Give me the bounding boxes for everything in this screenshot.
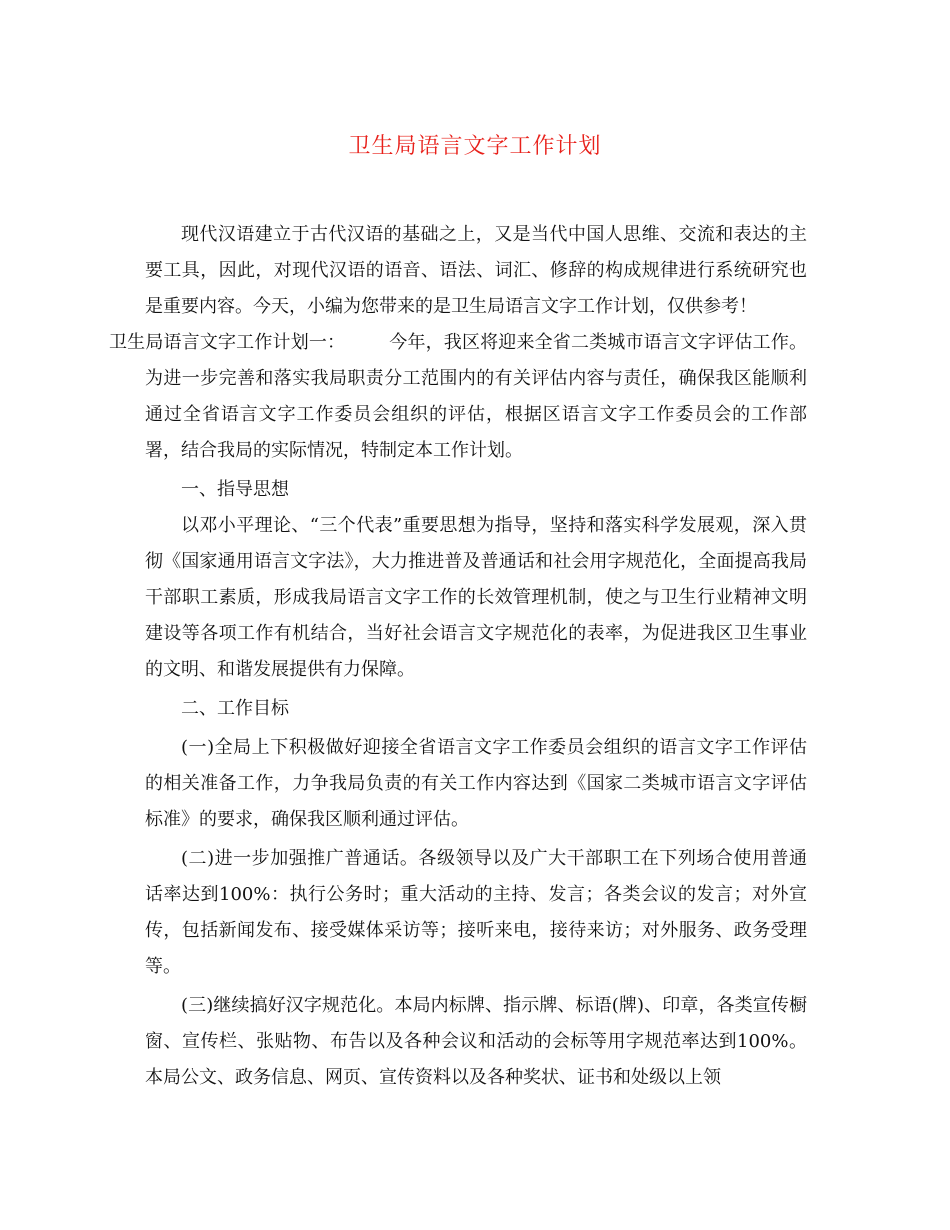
plan-one-label: 卫生局语言文字工作计划一：	[109, 332, 346, 353]
goal-paragraph: (三)继续搞好汉字规范化。本局内标牌、指示牌、标语(牌)、印章，各类宣传橱窗、宣传栏、张贴物、布告以及各种会议和活动的会标等用字规范率达到100%。本局公文、政务信息、网页、宣传资料以及各种奖状、证书和处级以上领	[145, 995, 807, 1088]
plan-one-text: 今年，我区将迎来全省二类城市语言文字评估工作。为进一步完善和落实我局职责分工范围内的有关评估内容与责任，确保我区能顺利通过全省语言文字工作委员会组织的评估，根据区语言文字工作委员会的工作部署，结合我局的实际情况，特制定本工作计划。	[145, 332, 808, 461]
section-heading: 一、指导思想	[181, 479, 289, 500]
document-title: 卫生局语言文字工作计划	[348, 134, 602, 159]
section-paragraph: 以邓小平理论、“三个代表”重要思想为指导，坚持和落实科学发展观，深入贯彻《国家通用语言文字法》，大力推进普及普通话和社会用字规范化，全面提高我局干部职工素质，形成我局语言文字工作的长效管理机制，使之与卫生行业精神文明建设等各项工作有机结合，当好社会语言文字规范化的表率，为促进我区卫生事业的文明、和谐发展提供有力保障。	[145, 515, 807, 680]
goal-paragraph: (二)进一步加强推广普通话。各级领导以及广大干部职工在下列场合使用普通话率达到100%：执行公务时；重大活动的主持、发言；各类会议的发言；对外宣传，包括新闻发布、接受媒体采访等；接听来电，接待来访；对外服务、政务受理等。	[145, 848, 807, 977]
document-body	[109, 217, 808, 1096]
intro-text: 现代汉语建立于古代汉语的基础之上，又是当代中国人思维、交流和表达的主要工具，因此，对现代汉语的语音、语法、词汇、修辞的构成规律进行系统研究也是重要内容。今天，小编为您带来的是卫生局语言文字工作计划，仅供参考！	[145, 224, 807, 317]
goal-paragraph: (一)全局上下积极做好迎接全省语言文字工作委员会组织的语言文字工作评估的相关准备工作，力争我局负责的有关工作内容达到《国家二类城市语言文字评估标准》的要求，确保我区顺利通过评估。	[145, 737, 807, 830]
intro-paragraph	[109, 217, 808, 469]
section-heading: 二、工作目标	[181, 698, 289, 719]
